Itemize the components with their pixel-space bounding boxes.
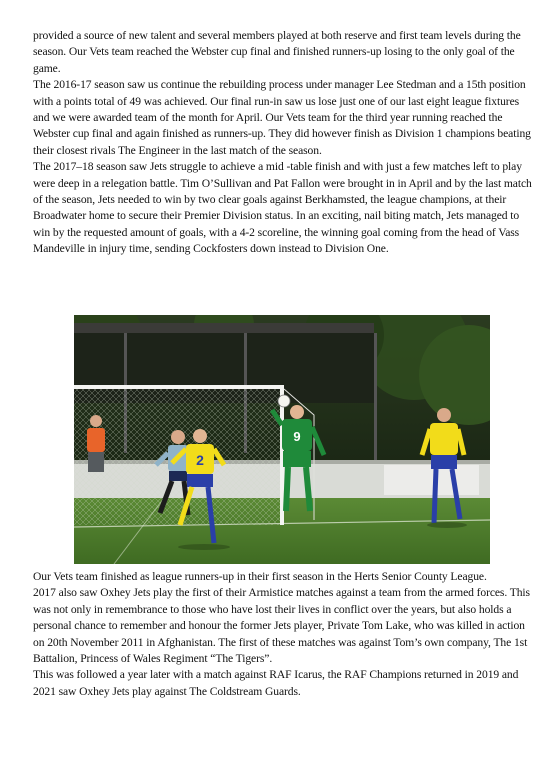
paragraph: provided a source of new talent and several members played at both reserve and first team levels during the season. Our Vets team reached the Webster cup final and finished runners-up losing to the only goal of the game. xyxy=(33,29,521,75)
shirt-number: 9 xyxy=(293,429,301,444)
body-text-top xyxy=(33,28,533,258)
stand-roof xyxy=(74,323,374,333)
paragraph: The 2017–18 season saw Jets struggle to achieve a mid -table finish and with just a few matches left to play were deep in a relegation battle. Tim O’Sullivan and Pat Fallon were brought in in April and by the last match of the season, Jets needed to win by two clear goals against Berkhamsted, the league champions, at their Broadwater home to secure their Premier Division status. In an exciting, nail biting match, Jets managed to win by the requested amount of goals, with a 4-2 scoreline, the winning goal coming from the head of Vass Mandeville in injury time, sending Cockfosters down instead to Division One. xyxy=(33,160,532,256)
football xyxy=(278,395,290,407)
paragraph: 2017 also saw Oxhey Jets play the first of their Armistice matches against a team from the armed forces. This was not only in remembrance to those who have lost their lives in conflict over the years, but also holds a personal chance to remember and honour the former Jets player, Private Tom Lake, who was killed in action on 20th November 2011 in Afghanistan. The first of these matches was against Tom’s own company, The 1st Battalion, Princess of Wales Regiment “The Tigers”. xyxy=(33,586,530,666)
paragraph: Our Vets team finished as league runners-up in their first season in the Herts Senior County League. xyxy=(33,570,487,583)
body-text-bottom xyxy=(33,569,533,700)
paragraph: This was followed a year later with a match against RAF Icarus, the RAF Champions returned in 2019 and 2021 saw Oxhey Jets play against The Coldstream Guards. xyxy=(33,668,519,698)
paragraph: The 2016-17 season saw us continue the rebuilding process under manager Lee Stedman and a 15th position with a points total of 49 was achieved. Our final run-in saw us lose just one of our last eight league fixtures and we were awarded team of the month for April. Our Vets team for the third year running reached the Webster cup final and again finished as runners-up. They did however finish as Division 1 champions beating their closest rivals The Engineer in the last match of the season. xyxy=(33,78,531,157)
shirt-number: 2 xyxy=(196,452,204,468)
match-photo xyxy=(74,315,490,564)
